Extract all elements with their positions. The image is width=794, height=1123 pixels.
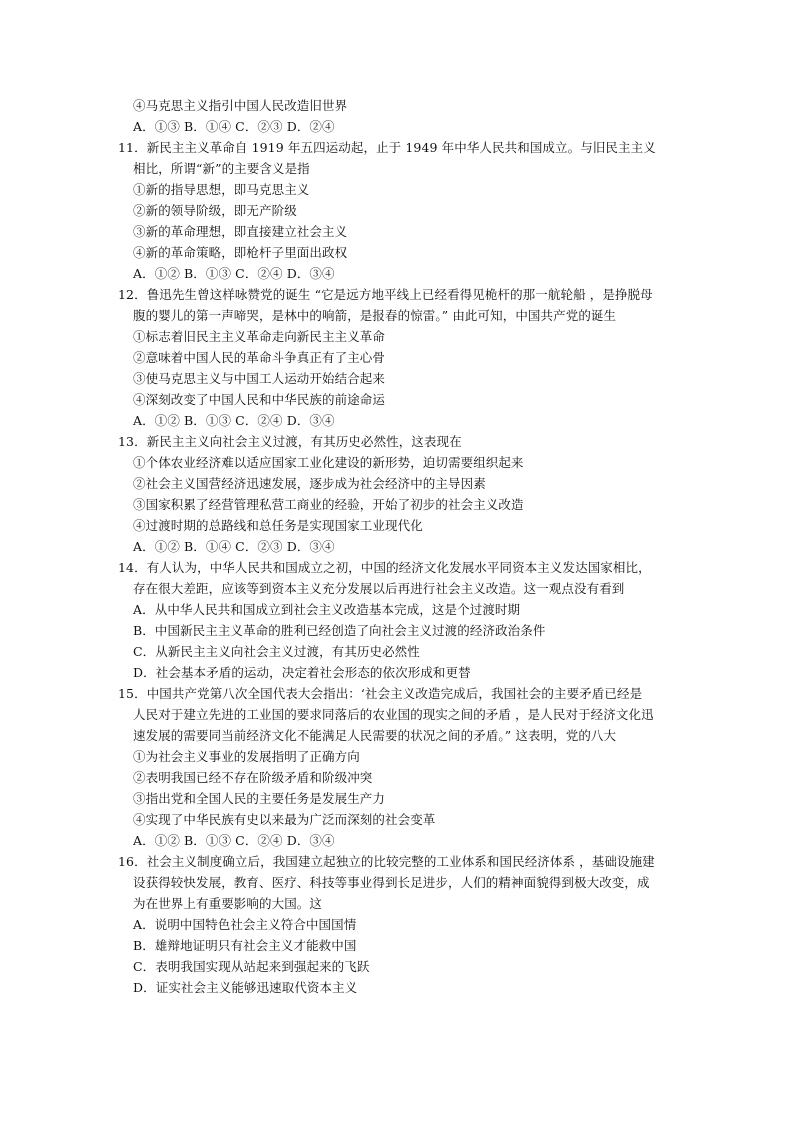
q11-stem-line-2: 相比，所谓“新”的主要含义是指 [133,161,310,176]
q15-option-3: ③指出党和全国人民的主要任务是发展生产力 [133,791,386,806]
q16-choice-a: A．说明中国特色社会主义符合中国国情 [133,917,357,932]
q11-stem-line-1: 11．新民主主义革命自 1919 年五四运动起，止于 1949 年中华人民共和国成立。与旧民主主义 [118,140,656,155]
q15-stem-line-1: 15．中国共产党第八次全国代表大会指出：‘社会主义改造完成后，我国社会的主要矛盾已经是 [118,686,643,701]
q10-option-4: ④马克思主义指引中国人民改造旧世界 [133,98,348,113]
q15-option-1: ①为社会主义事业的发展指明了正确方向 [133,749,360,764]
q16-stem-line-3: 为在世界上有重要影响的大国。这 [133,896,323,911]
q16-stem-line-1: 16．社会主义制度确立后，我国建立起独立的比较完整的工业体系和国民经济体系 ，基础设施建 [118,854,655,869]
q13-stem: 13．新民主主义向社会主义过渡，有其历史必然性，这表现在 [118,434,462,449]
q12-stem-line-1: 12．鲁迅先生曾这样咏赞党的诞生 “它是远方地平线上已经看得见桅杆的那一航轮船 ，是挣脱母 [118,287,653,302]
q14-stem-line-1: 14．有人认为，中华人民共和国成立之初，中国的经济文化发展水平同资本主义发达国家相比， [118,560,651,575]
q13-option-3: ③国家积累了经营管理私营工商业的经验，开始了初步的社会主义改造 [133,497,524,512]
q16-choice-d: D．证实社会主义能够迅速取代资本主义 [133,980,358,995]
q11-answer-choices: A．①② B．①③ C．②④ D．③④ [133,266,335,281]
q11-option-2: ②新的领导阶级，即无产阶级 [133,203,297,218]
q15-option-4: ④实现了中华民族有史以来最为广泛而深刻的社会变革 [133,812,436,827]
q15-answer-choices: A．①② B．①③ C．②④ D．③④ [133,833,335,848]
q12-option-3: ③使马克思主义与中国工人运动开始结合起来 [133,371,386,386]
q15-option-2: ②表明我国已经不存在阶级矛盾和阶级冲突 [133,770,373,785]
q13-option-1: ①个体农业经济难以适应国家工业化建设的新形势，迫切需要组织起来 [133,455,524,470]
q11-option-4: ④新的革命策略，即枪杆子里面出政权 [133,245,348,260]
q11-option-1: ①新的指导思想，即马克思主义 [133,182,310,197]
q13-answer-choices: A．①② B．①④ C．②③ D．③④ [133,539,335,554]
q12-option-4: ④深刻改变了中国人民和中华民族的前途命运 [133,392,386,407]
q10-answer-choices: A．①③ B．①④ C．②③ D．②④ [133,119,335,134]
q12-option-1: ①标志着旧民主主义革命走向新民主主义革命 [133,329,386,344]
q14-choice-b: B．中国新民主主义革命的胜利已经创造了向社会主义过渡的经济政治条件 [133,623,546,638]
q14-choice-d: D．社会基本矛盾的运动，决定着社会形态的依次形成和更替 [133,665,471,680]
q11-option-3: ③新的革命理想，即直接建立社会主义 [133,224,348,239]
q12-stem-line-2: 腹的婴儿的第一声啼哭，是林中的响箭，是报春的惊雷。” 由此可知，中国共产党的诞生 [133,308,617,323]
q16-choice-c: C．表明我国实现从站起来到强起来的飞跃 [133,959,370,974]
q12-option-2: ②意味着中国人民的革命斗争真正有了主心骨 [133,350,386,365]
q13-option-2: ②社会主义国营经济迅速发展，逐步成为社会经济中的主导因素 [133,476,486,491]
q13-option-4: ④过渡时期的总路线和总任务是实现国家工业现代化 [133,518,423,533]
q14-choice-c: C．从新民主主义向社会主义过渡，有其历史必然性 [133,644,420,659]
q15-stem-line-2: 人民对于建立先进的工业国的要求同落后的农业国的现实之间的矛盾 ，是人民对于经济文化迅 [133,707,654,722]
q12-answer-choices: A．①② B．①③ C．②④ D．③④ [133,413,335,428]
q16-choice-b: B．雄辩地证明只有社会主义才能救中国 [133,938,357,953]
q15-stem-line-3: 速发展的需要同当前经济文化不能满足人民需要的状况之间的矛盾。” 这表明，党的八大 [133,728,617,743]
q14-choice-a: A．从中华人民共和国成立到社会主义改造基本完成，这是个过渡时期 [133,602,521,617]
q14-stem-line-2: 存在很大差距，应该等到资本主义充分发展以后再进行社会主义改造。这一观点没有看到 [133,581,625,596]
q16-stem-line-2: 设获得较快发展，教育、医疗、科技等事业得到长足进步，人们的精神面貌得到极大改变，成 [133,875,650,890]
